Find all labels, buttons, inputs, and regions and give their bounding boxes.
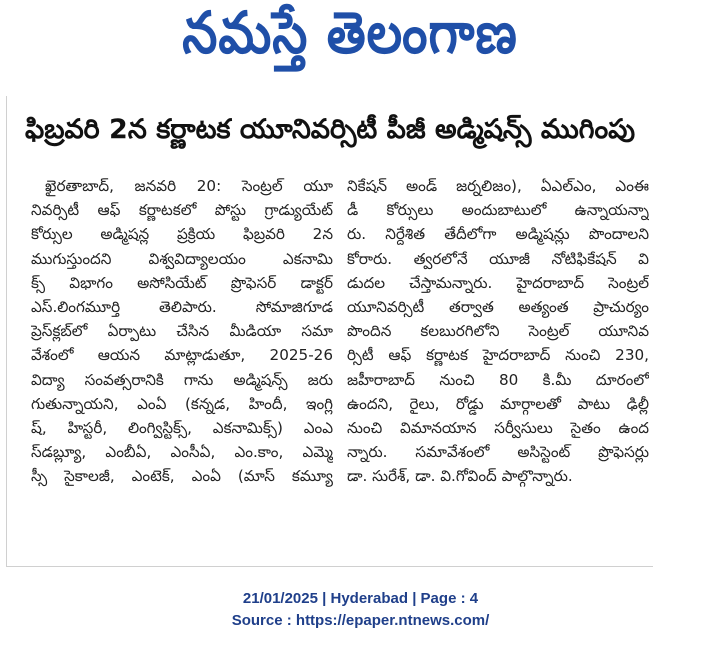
newspaper-masthead <box>140 0 560 76</box>
body-line: ఖైరతాబాద్, జనవరి 20: సెంట్రల్ యూ <box>45 177 333 195</box>
body-line: ఎస్.లింగమూర్తి తెలిపారు. సోమాజిగూడ <box>31 297 333 316</box>
body-line: నుంచి విమానయాన సర్వీసులు సైతం ఉంద <box>347 418 649 437</box>
body-line: జహీరాబాద్ నుంచి 80 కి.మీ దూరంలో <box>347 370 649 389</box>
body-line: స్సీ సైకాలజీ, ఎంటెక్, ఎంఏ (మాస్ కమ్యూ <box>31 467 333 486</box>
article-column-left <box>31 174 333 488</box>
body-line: గుతున్నాయని, ఎంఏ (కన్నడ, హిందీ, ఇంగ్లి <box>31 394 333 413</box>
body-line-last: డా. సురేశ్, డా. వి.గోవింద్ పాల్గొన్నారు. <box>347 467 573 486</box>
body-line: క్స్ విభాగం అసోసియేట్ ప్రొఫెసర్ డాక్టర్ <box>31 273 333 292</box>
body-line: కోర్సుల అడ్మిషన్ల ప్రక్రియ ఫిబ్రవరి 2న <box>31 225 333 244</box>
body-line: వేశంలో ఆయన మాట్లాడుతూ, 2025-26 <box>31 346 333 365</box>
body-line: యూనివర్సిటీ తర్వాత అత్యంత ప్రాచుర్యం <box>347 297 649 316</box>
body-line: నివర్సిటీ ఆఫ్ కర్ణాటకలో పోస్టు గ్రాడ్యుయేట్ <box>31 201 333 220</box>
body-line: డుదల చేస్తామన్నారు. హైదరాబాద్ సెంట్రల్ <box>347 273 649 292</box>
body-line: రు. నిర్దేశిత తేదీలోగా అడ్మిషన్లు పొందాలని <box>347 225 649 244</box>
source-footer <box>0 588 721 632</box>
article-column-right <box>347 174 649 488</box>
body-line: ష్, హిస్టరీ, లింగ్విస్టిక్స్, ఎకనామిక్స్) ఎంఎ <box>31 418 333 437</box>
body-line: ప్రెస్‌క్లబ్‌లో ఏర్పాటు చేసిన మీడియా సమా <box>31 322 333 341</box>
news-clipping <box>6 96 653 567</box>
masthead-logo-text: నమస్తే తెలంగాణ <box>182 0 518 66</box>
body-line: డీ కోర్సులు అందుబాటులో ఉన్నాయన్నా <box>347 201 649 220</box>
body-line: న్నారు. సమావేశంలో అసిస్టెంట్ ప్రొఫెసర్లు <box>347 443 649 462</box>
body-line: నికేషన్ అండ్ జర్నలిజం), ఏఎల్ఎం, ఎంఈ <box>347 177 649 195</box>
article-headline: ఫిబ్రవరి 2న కర్ణాటక యూనివర్సిటీ పీజీ అడ్మిషన్స్ ముగింపు <box>25 114 636 145</box>
body-line: పొందిన కలబురగిలోని సెంట్రల్ యూనివ <box>347 322 649 341</box>
body-line: స్‌డబ్ల్యూ, ఎంబీఏ, ఎంసీఏ, ఎం.కాం, ఎమ్మె <box>31 443 333 462</box>
body-line: ముగుస్తుందని విశ్వవిద్యాలయం ఎకనామి <box>31 249 333 268</box>
body-line: ఉందని, రైలు, రోడ్డు మార్గాలతో పాటు ఢిల్లీ <box>347 394 649 413</box>
body-line: ర్సిటీ ఆఫ్ కర్ణాటక హైదరాబాద్ నుంచి 230, <box>347 346 649 365</box>
body-line: కోరారు. త్వరలోనే యూజీ నోటిఫికేషన్ వి <box>347 249 649 268</box>
date-city-page: 21/01/2025 | Hyderabad | Page : 4 <box>242 590 479 607</box>
source-url: Source : https://epaper.ntnews.com/ <box>231 612 490 629</box>
body-line: విద్యా సంవత్సరానికి గాను అడ్మిషన్స్ జరు <box>31 370 333 389</box>
